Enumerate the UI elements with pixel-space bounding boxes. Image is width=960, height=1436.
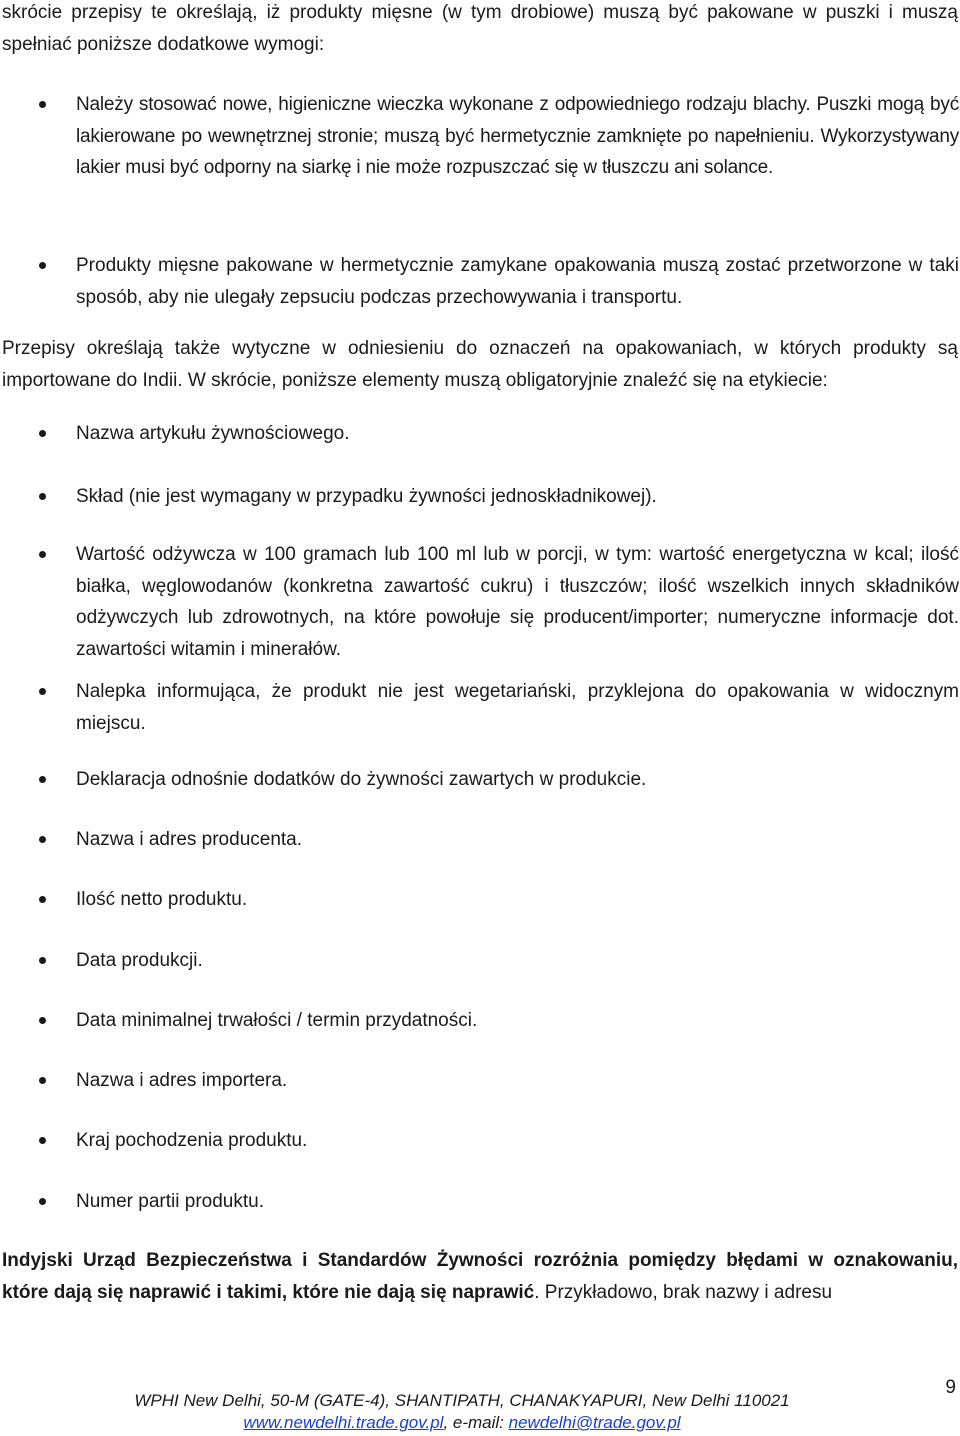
list-item-label-6: Nazwa i adres producenta. <box>76 824 959 856</box>
footer-email-label: , e-mail: <box>443 1413 509 1432</box>
paragraph-fssai-bold: Indyjski Urząd Bezpieczeństwa i Standardów Żywności rozróżnia pomiędzy błędami w oznakowaniu, które dają się naprawić i takimi, które nie dają się naprawić <box>2 1250 958 1303</box>
paragraph-fssai <box>2 1245 958 1308</box>
list-item-label-10: Nazwa i adres importera. <box>76 1065 959 1097</box>
list-item-label-12: Numer partii produktu. <box>76 1186 959 1218</box>
paragraph-intro: skrócie przepisy te określają, iż produkty mięsne (w tym drobiowe) muszą być pakowane w puszki i muszą spełniać poniższe dodatkowe wymogi: <box>2 2 958 55</box>
list-item-label-2: Skład (nie jest wymagany w przypadku żywności jednoskładnikowej). <box>76 481 959 513</box>
paragraph-fssai-rest: . Przykładowo, brak nazwy i adresu <box>534 1281 833 1303</box>
footer-website-link[interactable]: www.newdelhi.trade.gov.pl <box>243 1413 444 1432</box>
list-item-label-5: Deklaracja odnośnie dodatków do żywności zawartych w produkcie. <box>76 764 959 796</box>
list-item-label-4: Nalepka informująca, że produkt nie jest wegetariański, przyklejona do opakowania w widocznym miejscu. <box>76 676 959 739</box>
paragraph-labeling: Przepisy określają także wytyczne w odniesieniu do oznaczeń na opakowaniach, w których produkty są importowane do Indii. W skrócie, poniższe elementy muszą obligatoryjnie znaleźć się na etykiecie: <box>2 338 958 391</box>
list-item-label-11: Kraj pochodzenia produktu. <box>76 1125 959 1157</box>
list-item-packaging-1: Należy stosować nowe, higieniczne wieczka wykonane z odpowiedniego rodzaju blachy. Puszki mogą być lakierowane po wewnętrznej stronie; muszą być hermetycznie zamknięte po napełnieniu. Wykorzystywany lakier musi być odporny na siarkę i nie może rozpuszczać się w tłuszczu ani solance. <box>76 89 959 184</box>
list-item-label-8: Data produkcji. <box>76 945 959 977</box>
list-item-label-9: Data minimalnej trwałości / termin przydatności. <box>76 1005 959 1037</box>
footer-contact <box>0 1412 924 1434</box>
list-item-packaging-2: Produkty mięsne pakowane w hermetycznie zamykane opakowania muszą zostać przetworzone w taki sposób, aby nie ulegały zepsuciu podczas przechowywania i transportu. <box>76 250 959 313</box>
list-item-label-1: Nazwa artykułu żywnościowego. <box>76 418 959 450</box>
page-number: 9 <box>945 1377 956 1398</box>
footer-email-link[interactable]: newdelhi@trade.gov.pl <box>508 1413 681 1432</box>
footer-address: WPHI New Delhi, 50-M (GATE-4), SHANTIPATH, CHANAKYAPURI, New Delhi 110021 <box>134 1391 790 1410</box>
list-item-label-7: Ilość netto produktu. <box>76 884 959 916</box>
list-item-label-3: Wartość odżywcza w 100 gramach lub 100 ml lub w porcji, w tym: wartość energetyczna w kcal; ilość białka, węglowodanów (konkretna zawartość cukru) i tłuszczów; ilość wszelkich innych składników odżywczych lub zdrowotnych, na które powołuje się producent/importer; numeryczne informacje dot. zawartości witamin i minerałów. <box>76 539 959 665</box>
